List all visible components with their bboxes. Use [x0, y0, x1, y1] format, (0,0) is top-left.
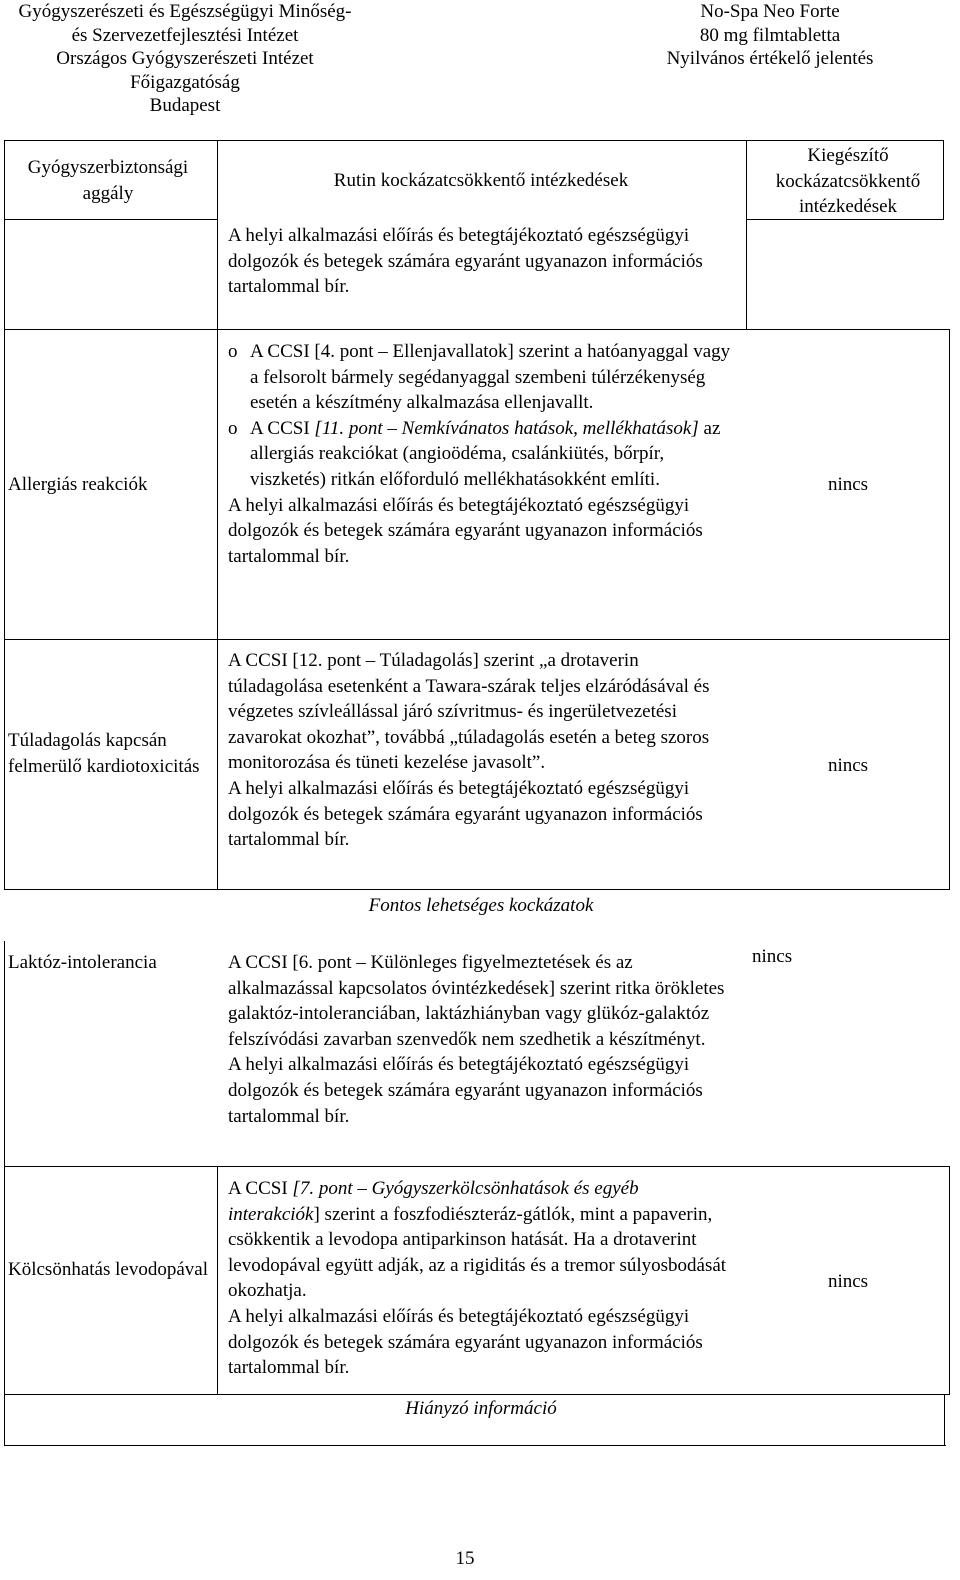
rule [944, 1394, 945, 1446]
rule [217, 140, 218, 890]
ccsi-text: A CCSI [250, 417, 315, 439]
header-line: Főigazgatóság [130, 71, 240, 93]
rule [4, 329, 950, 330]
rule [746, 140, 747, 329]
header-institution [10, 0, 360, 118]
additional-cell: nincs [752, 946, 793, 967]
rule [4, 1445, 946, 1446]
common-text: A helyi alkalmazási előírás és betegtájékoztató egészségügyi dolgozók és betegek számára egyaránt ugyanazon információs tartalommal bír. [228, 225, 703, 298]
rule [4, 219, 218, 220]
ccsi-text: A CCSI [12. pont – Túladagolás] szerint „a drotaverin túladagolása esetenként a Tawara-szárak teljes elzáródásával és végzetes szívleállással járó szívritmus- és ingerületvezetési zavarokat okozhat”, továbbá „túladagolás esetén a beteg szoros monitorozása és tüneti kezelése javasolt”. [228, 650, 710, 774]
routine-cell [228, 1176, 734, 1381]
col-header-routine: Rutin kockázatcsökkentő intézkedések [333, 170, 629, 191]
page-number: 15 [455, 1548, 475, 1569]
header-line: Országos Gyógyszerészeti Intézet [56, 48, 314, 69]
concern-cell: Laktóz-intolerancia [8, 952, 157, 973]
header-line: Gyógyszerészeti és Egészségügyi Minőség- [18, 1, 352, 22]
rule [4, 1166, 950, 1167]
concern-cell: Allergiás reakciók [8, 474, 148, 495]
col-header-concern: Gyógyszerbiztonsági aggály [27, 157, 189, 204]
header-product [600, 0, 940, 71]
rule [4, 1394, 950, 1395]
common-text: A helyi alkalmazási előírás és betegtájékoztató egészségügyi dolgozók és betegek számára egyaránt ugyanazon információs tartalommal bír. [228, 494, 703, 567]
section-caption: Fontos lehetséges kockázatok [368, 895, 594, 916]
routine-cell [228, 339, 734, 569]
rule [949, 1166, 950, 1395]
routine-cell [228, 648, 734, 853]
ccsi-text: az allergiás reakciókat (angioödéma, csalánkiütés, bőrpír, viszketés) ritkán előforduló mellékhatásokként említi. [250, 417, 721, 490]
bullet-marker: o [228, 341, 238, 362]
ccsi-paragraph [228, 1176, 734, 1304]
header-line: No-Spa Neo Forte [700, 1, 840, 22]
ccsi-text: A CCSI [228, 1178, 293, 1199]
header-line: Budapest [149, 95, 221, 116]
ccsi-text: A CCSI [6. pont – Különleges figyelmeztetések és az alkalmazással kapcsolatos óvintézkedések] szerint ritka örökletes galaktóz-intoleranciában, laktázhiányban vagy glükóz-galaktóz felszívódási zavarban szenvedők nem szedhetik a készítményt. [228, 952, 725, 1050]
ccsi-text: A CCSI [4. pont – Ellenjavallatok] szerint a hatóanyaggal vagy a felsorolt bármely segédanyaggal szembeni túlérzékenység esetén a készítmény alkalmazása ellenjavallt. [250, 341, 731, 414]
common-text: A helyi alkalmazási előírás és betegtájékoztató egészségügyi dolgozók és betegek számára egyaránt ugyanazon információs tartalommal bír. [228, 1305, 703, 1379]
rule [4, 140, 5, 890]
concern-cell: Kölcsönhatás levodopával [8, 1259, 208, 1280]
additional-cell: nincs [827, 755, 869, 776]
ccsi-reference: [11. pont – Nemkívánatos hatások, mellékhatások] [314, 417, 699, 439]
section-caption: Hiányzó információ [405, 1398, 557, 1419]
concern-cell: Túladagolás kapcsán felmerülő kardiotoxicitás [8, 730, 200, 777]
ccsi-reference: [7. pont – Gyógyszerkölcsönhatások és egyéb interakciók [228, 1178, 639, 1225]
header-line: 80 mg filmtabletta [699, 24, 841, 46]
rule [4, 941, 5, 1446]
routine-cell [228, 950, 734, 1129]
header-line: Nyilvános értékelő jelentés [666, 48, 874, 69]
additional-cell: nincs [827, 1271, 869, 1292]
header-line: és Szervezetfejlesztési Intézet [71, 24, 299, 46]
common-text: A helyi alkalmazási előírás és betegtájékoztató egészségügyi dolgozók és betegek számára egyaránt ugyanazon információs tartalommal bír. [228, 777, 703, 851]
bullet-paragraph [228, 416, 734, 493]
bullet-marker: o [228, 417, 238, 439]
rule [4, 140, 944, 141]
rule [217, 1166, 218, 1395]
rule [4, 639, 950, 640]
ccsi-text: ] szerint a foszfodiészteráz-gátlók, mint a papaverin, csökkentik a levodopa antiparkinson hatását. Ha a drotaverint levodopával együtt adják, az a rigiditás és a tremor súlyosbodását okozhatja. [228, 1203, 727, 1302]
rule [949, 329, 950, 890]
common-text: A helyi alkalmazási előírás és betegtájékoztató egészségügyi dolgozók és betegek számára egyaránt ugyanazon információs tartalommal bír. [228, 1054, 703, 1127]
bullet-paragraph [228, 339, 734, 416]
rule [4, 889, 950, 890]
col-header-additional: Kiegészítő kockázatcsökkentő intézkedések [775, 145, 921, 218]
additional-cell: nincs [827, 474, 869, 495]
